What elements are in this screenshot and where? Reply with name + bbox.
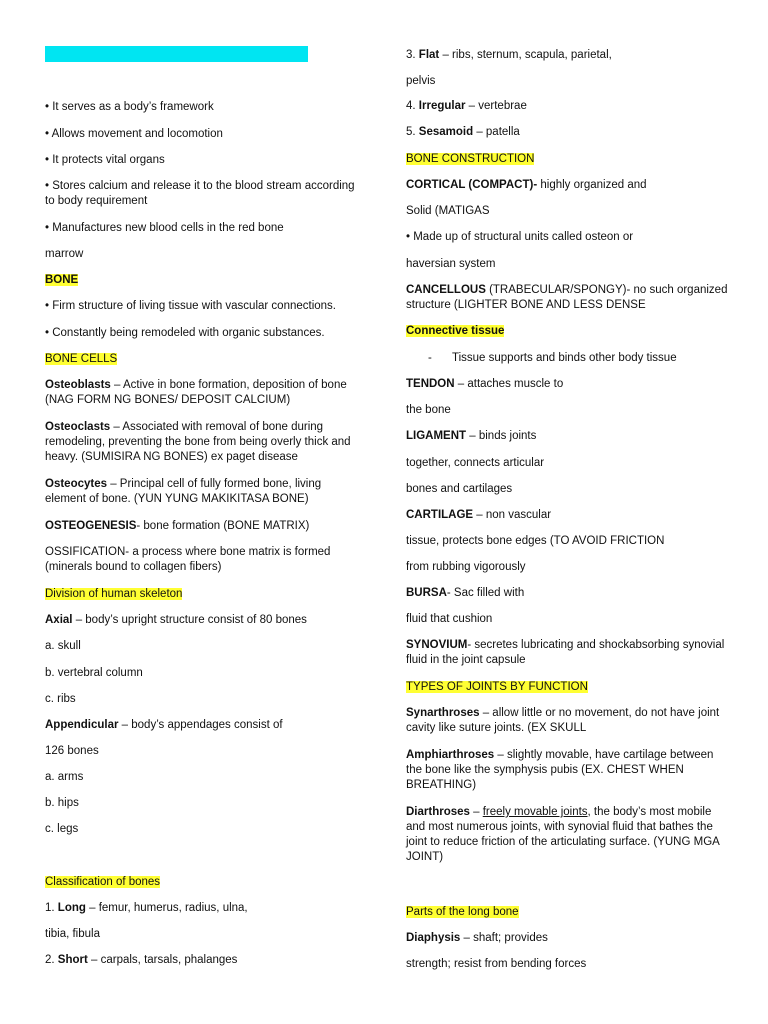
classification-heading: Classification of bones bbox=[45, 876, 161, 888]
list-item: a. skull bbox=[45, 640, 81, 652]
ossification-entry: OSSIFICATION- a process where bone matrix is formed (minerals bound to collagen fibers) bbox=[45, 546, 331, 573]
number: 4. bbox=[406, 100, 419, 112]
connective-tissue-heading: Connective tissue bbox=[406, 325, 505, 337]
bone-item: • Constantly being remodeled with organic substances. bbox=[45, 327, 325, 339]
tendon-entry bbox=[406, 377, 563, 392]
dash-bullet: - bbox=[428, 352, 432, 364]
term: Diaphysis bbox=[406, 932, 461, 944]
cancellous-entry bbox=[406, 283, 728, 313]
osteoclasts-entry bbox=[45, 420, 363, 465]
cortical-entry bbox=[406, 178, 647, 193]
bone-heading: BONE bbox=[45, 274, 79, 286]
amphiarthroses-entry bbox=[406, 748, 728, 793]
definition: – femur, humerus, radius, ulna, bbox=[85, 902, 248, 914]
bursa-entry bbox=[406, 586, 524, 601]
definition: – Active in bone formation, deposition of bone (NAG FORM NG BONES/ DEPOSIT CALCIUM) bbox=[45, 379, 347, 406]
underlined-phrase: freely movable joints bbox=[482, 806, 588, 818]
term: Long bbox=[57, 902, 86, 914]
definition: - Sac filled with bbox=[446, 587, 525, 599]
long-bone-heading: Parts of the long bone bbox=[406, 906, 519, 918]
definition-continued: 126 bones bbox=[45, 745, 99, 757]
definition: Tissue supports and binds other body tissue bbox=[452, 352, 677, 364]
osteogenesis-entry bbox=[45, 519, 309, 534]
diarthroses-entry bbox=[406, 805, 728, 865]
flat-entry bbox=[406, 48, 612, 63]
definition-continued: from rubbing vigorously bbox=[406, 561, 526, 573]
synovium-entry bbox=[406, 638, 728, 668]
osteon-item: • Made up of structural units called osteon or bbox=[406, 231, 634, 243]
long-entry bbox=[45, 901, 248, 916]
bone-construction-heading: BONE CONSTRUCTION bbox=[406, 153, 535, 165]
term: CARTILAGE bbox=[406, 509, 474, 521]
function-item: • It protects vital organs bbox=[45, 154, 165, 166]
term: Osteoblasts bbox=[45, 379, 111, 391]
irregular-entry bbox=[406, 99, 527, 114]
definition-continued: fluid that cushion bbox=[406, 613, 493, 625]
definition: – body’s appendages consist of bbox=[118, 719, 283, 731]
list-item: c. ribs bbox=[45, 693, 76, 705]
cartilage-entry bbox=[406, 508, 551, 523]
list-item: b. vertebral column bbox=[45, 667, 143, 679]
definition: highly organized and bbox=[537, 179, 647, 191]
ligament-entry bbox=[406, 429, 536, 444]
list-item: a. arms bbox=[45, 771, 84, 783]
definition: – shaft; provides bbox=[460, 932, 548, 944]
term: Sesamoid bbox=[418, 126, 474, 138]
term: Irregular bbox=[418, 100, 466, 112]
bone-cells-heading: BONE CELLS bbox=[45, 353, 118, 365]
definition: – carpals, tarsals, phalanges bbox=[87, 954, 238, 966]
function-item-continued: marrow bbox=[45, 248, 84, 260]
definition: – slightly movable, have cartilage between the bone like the symphysis pubis (EX. CHEST WHEN BREATHING) bbox=[406, 749, 714, 791]
appendicular-entry bbox=[45, 718, 283, 733]
term: CORTICAL (COMPACT)- bbox=[406, 179, 538, 191]
definition: (TRABECULAR/SPONGY)- no such organized structure (LIGHTER BONE AND LESS DENSE bbox=[406, 284, 728, 311]
term: Diarthroses bbox=[406, 806, 470, 818]
short-entry bbox=[45, 953, 237, 968]
definition: – vertebrae bbox=[465, 100, 527, 112]
number: 2. bbox=[45, 954, 58, 966]
definition-continued: haversian system bbox=[406, 258, 496, 270]
diaphysis-entry bbox=[406, 931, 548, 946]
definition: – patella bbox=[473, 126, 520, 138]
term: Appendicular bbox=[45, 719, 119, 731]
term: Synarthroses bbox=[406, 707, 480, 719]
term: Flat bbox=[418, 49, 440, 61]
term: Amphiarthroses bbox=[406, 749, 495, 761]
synarthroses-entry bbox=[406, 706, 728, 736]
joints-heading: TYPES OF JOINTS BY FUNCTION bbox=[406, 681, 588, 693]
definition: – non vascular bbox=[473, 509, 552, 521]
definition-continued: tissue, protects bone edges (TO AVOID FRICTION bbox=[406, 535, 665, 547]
function-item: • Stores calcium and release it to the blood stream according to body requirement bbox=[45, 180, 355, 207]
definition-continued: strength; resist from bending forces bbox=[406, 958, 587, 970]
definition: – Principal cell of fully formed bone, living element of bone. (YUN YUNG MAKIKITASA BONE) bbox=[45, 478, 322, 505]
term: LIGAMENT bbox=[406, 430, 467, 442]
term: Axial bbox=[45, 614, 73, 626]
definition-continued: the bone bbox=[406, 404, 451, 416]
definition: – ribs, sternum, scapula, parietal, bbox=[439, 49, 612, 61]
term: Osteocytes bbox=[45, 478, 108, 490]
osteoblasts-entry bbox=[45, 378, 363, 408]
function-item: • Allows movement and locomotion bbox=[45, 128, 223, 140]
definition: - bone formation (BONE MATRIX) bbox=[136, 520, 310, 532]
definition: - secretes lubricating and shockabsorbing synovial fluid in the joint capsule bbox=[406, 639, 725, 666]
term: BURSA bbox=[406, 587, 447, 599]
list-item: c. legs bbox=[45, 823, 79, 835]
definition-continued: Solid (MATIGAS bbox=[406, 205, 490, 217]
title-highlight-bar bbox=[45, 46, 308, 62]
sesamoid-entry bbox=[406, 125, 520, 140]
definition: , the body’s most mobile and most numerous joints, with synovial fluid that bathes the joint to reduce friction of the articulating surface. (YUNG MGA JOINT) bbox=[406, 806, 720, 863]
number: 5. bbox=[406, 126, 419, 138]
term: OSTEOGENESIS bbox=[45, 520, 137, 532]
term: Short bbox=[57, 954, 88, 966]
term: TENDON bbox=[406, 378, 455, 390]
function-item: • Manufactures new blood cells in the red bone bbox=[45, 222, 284, 234]
definition-continued: pelvis bbox=[406, 75, 436, 87]
definition-continued: tibia, fibula bbox=[45, 928, 100, 940]
definition: – body’s upright structure consist of 80 bones bbox=[72, 614, 307, 626]
number: 1. bbox=[45, 902, 58, 914]
term: CANCELLOUS bbox=[406, 284, 486, 296]
definition: – attaches muscle to bbox=[454, 378, 564, 390]
osteocytes-entry bbox=[45, 477, 363, 507]
definition: – allow little or no movement, do not have joint cavity like suture joints. (EX SKULL bbox=[406, 707, 720, 734]
list-item: b. hips bbox=[45, 797, 79, 809]
axial-entry bbox=[45, 613, 307, 628]
division-heading: Division of human skeleton bbox=[45, 588, 183, 600]
dash: – bbox=[469, 806, 483, 818]
term: Osteoclasts bbox=[45, 421, 111, 433]
definition-continued: bones and cartilages bbox=[406, 483, 513, 495]
definition: – Associated with removal of bone during remodeling, preventing the bone from being overly thick and heavy. (SUMISIRA NG BONES) ex paget disease bbox=[45, 421, 351, 463]
number: 3. bbox=[406, 49, 419, 61]
definition: – binds joints bbox=[466, 430, 537, 442]
definition-continued: together, connects articular bbox=[406, 457, 545, 469]
function-item: • It serves as a body’s framework bbox=[45, 101, 214, 113]
term: SYNOVIUM bbox=[406, 639, 468, 651]
bone-item: • Firm structure of living tissue with vascular connections. bbox=[45, 300, 336, 312]
